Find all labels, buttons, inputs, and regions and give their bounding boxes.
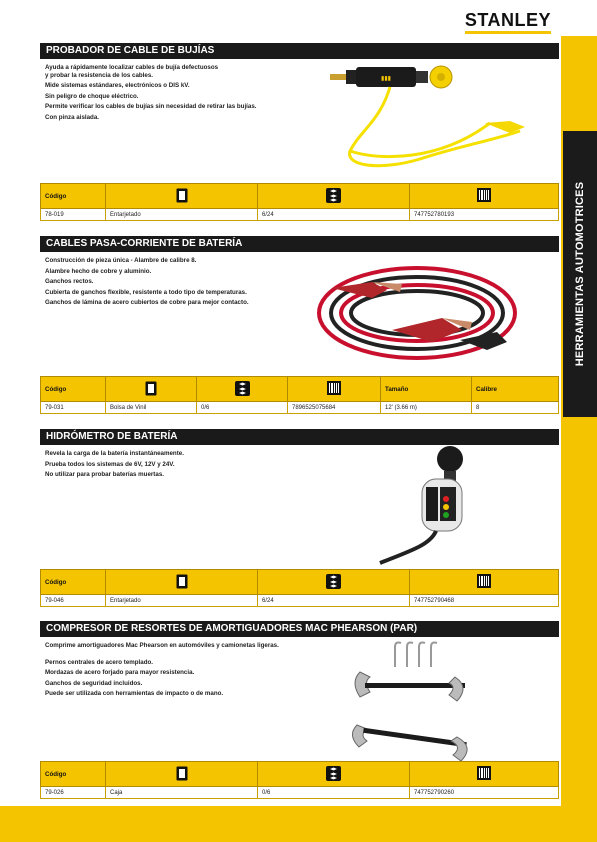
barcode-icon <box>477 574 491 590</box>
spec-table <box>40 569 559 607</box>
cell-code: 79-026 <box>41 787 106 799</box>
spec-table <box>40 183 559 221</box>
product-description: Revela la carga de la batería instantáneamente. Prueba todos los sistemas de 6V, 12V y 24V. No utilizar para probar baterías muertas. <box>45 450 184 478</box>
spec-table <box>40 761 559 799</box>
header-barcode <box>410 570 559 595</box>
table-row <box>41 787 559 799</box>
header-code: Código <box>41 184 106 209</box>
table-header-row <box>41 184 559 209</box>
header-barcode <box>410 762 559 787</box>
product-section-battery-hydrometer <box>40 429 559 609</box>
cell-package: Bolsa de Vinil <box>106 402 197 414</box>
barcode-icon <box>327 381 341 397</box>
brand-logo: STANLEY <box>464 10 551 30</box>
cell-quantity: 6/24 <box>258 595 410 607</box>
header-quantity <box>197 377 288 402</box>
cell-code: 79-031 <box>41 402 106 414</box>
table-header-row <box>41 377 559 402</box>
package-icon <box>176 766 188 783</box>
header-quantity <box>258 762 410 787</box>
table-header-row <box>41 570 559 595</box>
header-barcode <box>288 377 381 402</box>
cell-gauge: 8 <box>472 402 559 414</box>
header-quantity <box>258 184 410 209</box>
header-barcode <box>410 184 559 209</box>
boxes-icon <box>326 574 341 591</box>
package-icon <box>176 574 188 591</box>
product-section-spring-compressor <box>40 621 559 801</box>
barcode-icon <box>477 766 491 782</box>
cell-quantity: 0/6 <box>258 787 410 799</box>
jumper-cables-image <box>312 258 524 368</box>
header-quantity <box>258 570 410 595</box>
spring-compressor-image <box>345 637 475 761</box>
section-title: HIDRÓMETRO DE BATERÍA <box>40 429 559 445</box>
brand-underline <box>465 31 551 34</box>
spark-plug-tester-image <box>320 61 530 181</box>
svg-text:▮▮▮: ▮▮▮ <box>381 76 391 82</box>
header-package <box>106 184 258 209</box>
page-header <box>0 0 597 36</box>
header-package <box>106 762 258 787</box>
cell-barcode: 747752790260 <box>410 787 559 799</box>
boxes-icon <box>326 188 341 205</box>
cell-quantity: 6/24 <box>258 209 410 221</box>
boxes-icon <box>326 766 341 783</box>
product-description: Comprime amortiguadores Mac Phearson en automóviles y camionetas ligeras. Pernos centrales de acero templado. Mordazas de acero forjado para mayor resistencia. Ganchos de seguridad incluidos. Puede ser utilizada con herramientas de impacto o de mano. <box>45 642 279 697</box>
table-row <box>41 209 559 221</box>
table-row <box>41 595 559 607</box>
product-description: Ayuda a rápidamente localizar cables de bujía defectuosos y probar la resistencia de los cables. Mide sistemas estándares, electrónicos o DIS kV. Sin peligro de choque eléctrico. Permite verificar los cables de bujías sin necesidad de retirar las bujías. Con pinza aislada. <box>45 64 257 121</box>
package-icon <box>176 188 188 205</box>
product-section-jumper-cables <box>40 236 559 416</box>
cell-code: 78-019 <box>41 209 106 221</box>
package-icon <box>145 381 157 398</box>
header-code: Código <box>41 762 106 787</box>
category-tab <box>563 131 597 417</box>
cell-package: Entarjetado <box>106 595 258 607</box>
header-package <box>106 377 197 402</box>
section-title: CABLES PASA-CORRIENTE DE BATERÍA <box>40 236 559 252</box>
battery-hydrometer-image <box>370 445 480 569</box>
section-title: COMPRESOR DE RESORTES DE AMORTIGUADORES MAC PHEARSON (PAR) <box>40 621 559 637</box>
cell-barcode: 747752780193 <box>410 209 559 221</box>
barcode-icon <box>477 188 491 204</box>
spec-table <box>40 376 559 414</box>
footer-bar <box>0 806 597 842</box>
category-tab-label: HERRAMIENTAS AUTOMOTRICES <box>574 181 586 367</box>
product-description: Construcción de pieza única - Alambre de calibre 8. Alambre hecho de cobre y aluminio. Ganchos rectos. Cubierta de ganchos flexible, resistente a todo tipo de temperaturas. Ganchos de lámina de acero cubiertos de cobre para mejor contacto. <box>45 257 249 306</box>
cell-package: Entarjetado <box>106 209 258 221</box>
cell-package: Caja <box>106 787 258 799</box>
cell-barcode: 7896525075684 <box>288 402 381 414</box>
cell-barcode: 747752790468 <box>410 595 559 607</box>
header-gauge: Calibre <box>472 377 559 402</box>
section-title: PROBADOR DE CABLE DE BUJÍAS <box>40 43 559 59</box>
table-row <box>41 402 559 414</box>
header-code: Código <box>41 570 106 595</box>
header-size: Tamaño <box>381 377 472 402</box>
cell-quantity: 0/6 <box>197 402 288 414</box>
cell-size: 12' (3.66 m) <box>381 402 472 414</box>
product-section-spark-plug-tester <box>40 43 559 226</box>
table-header-row <box>41 762 559 787</box>
cell-code: 79-046 <box>41 595 106 607</box>
header-code: Código <box>41 377 106 402</box>
boxes-icon <box>235 381 250 398</box>
header-package <box>106 570 258 595</box>
